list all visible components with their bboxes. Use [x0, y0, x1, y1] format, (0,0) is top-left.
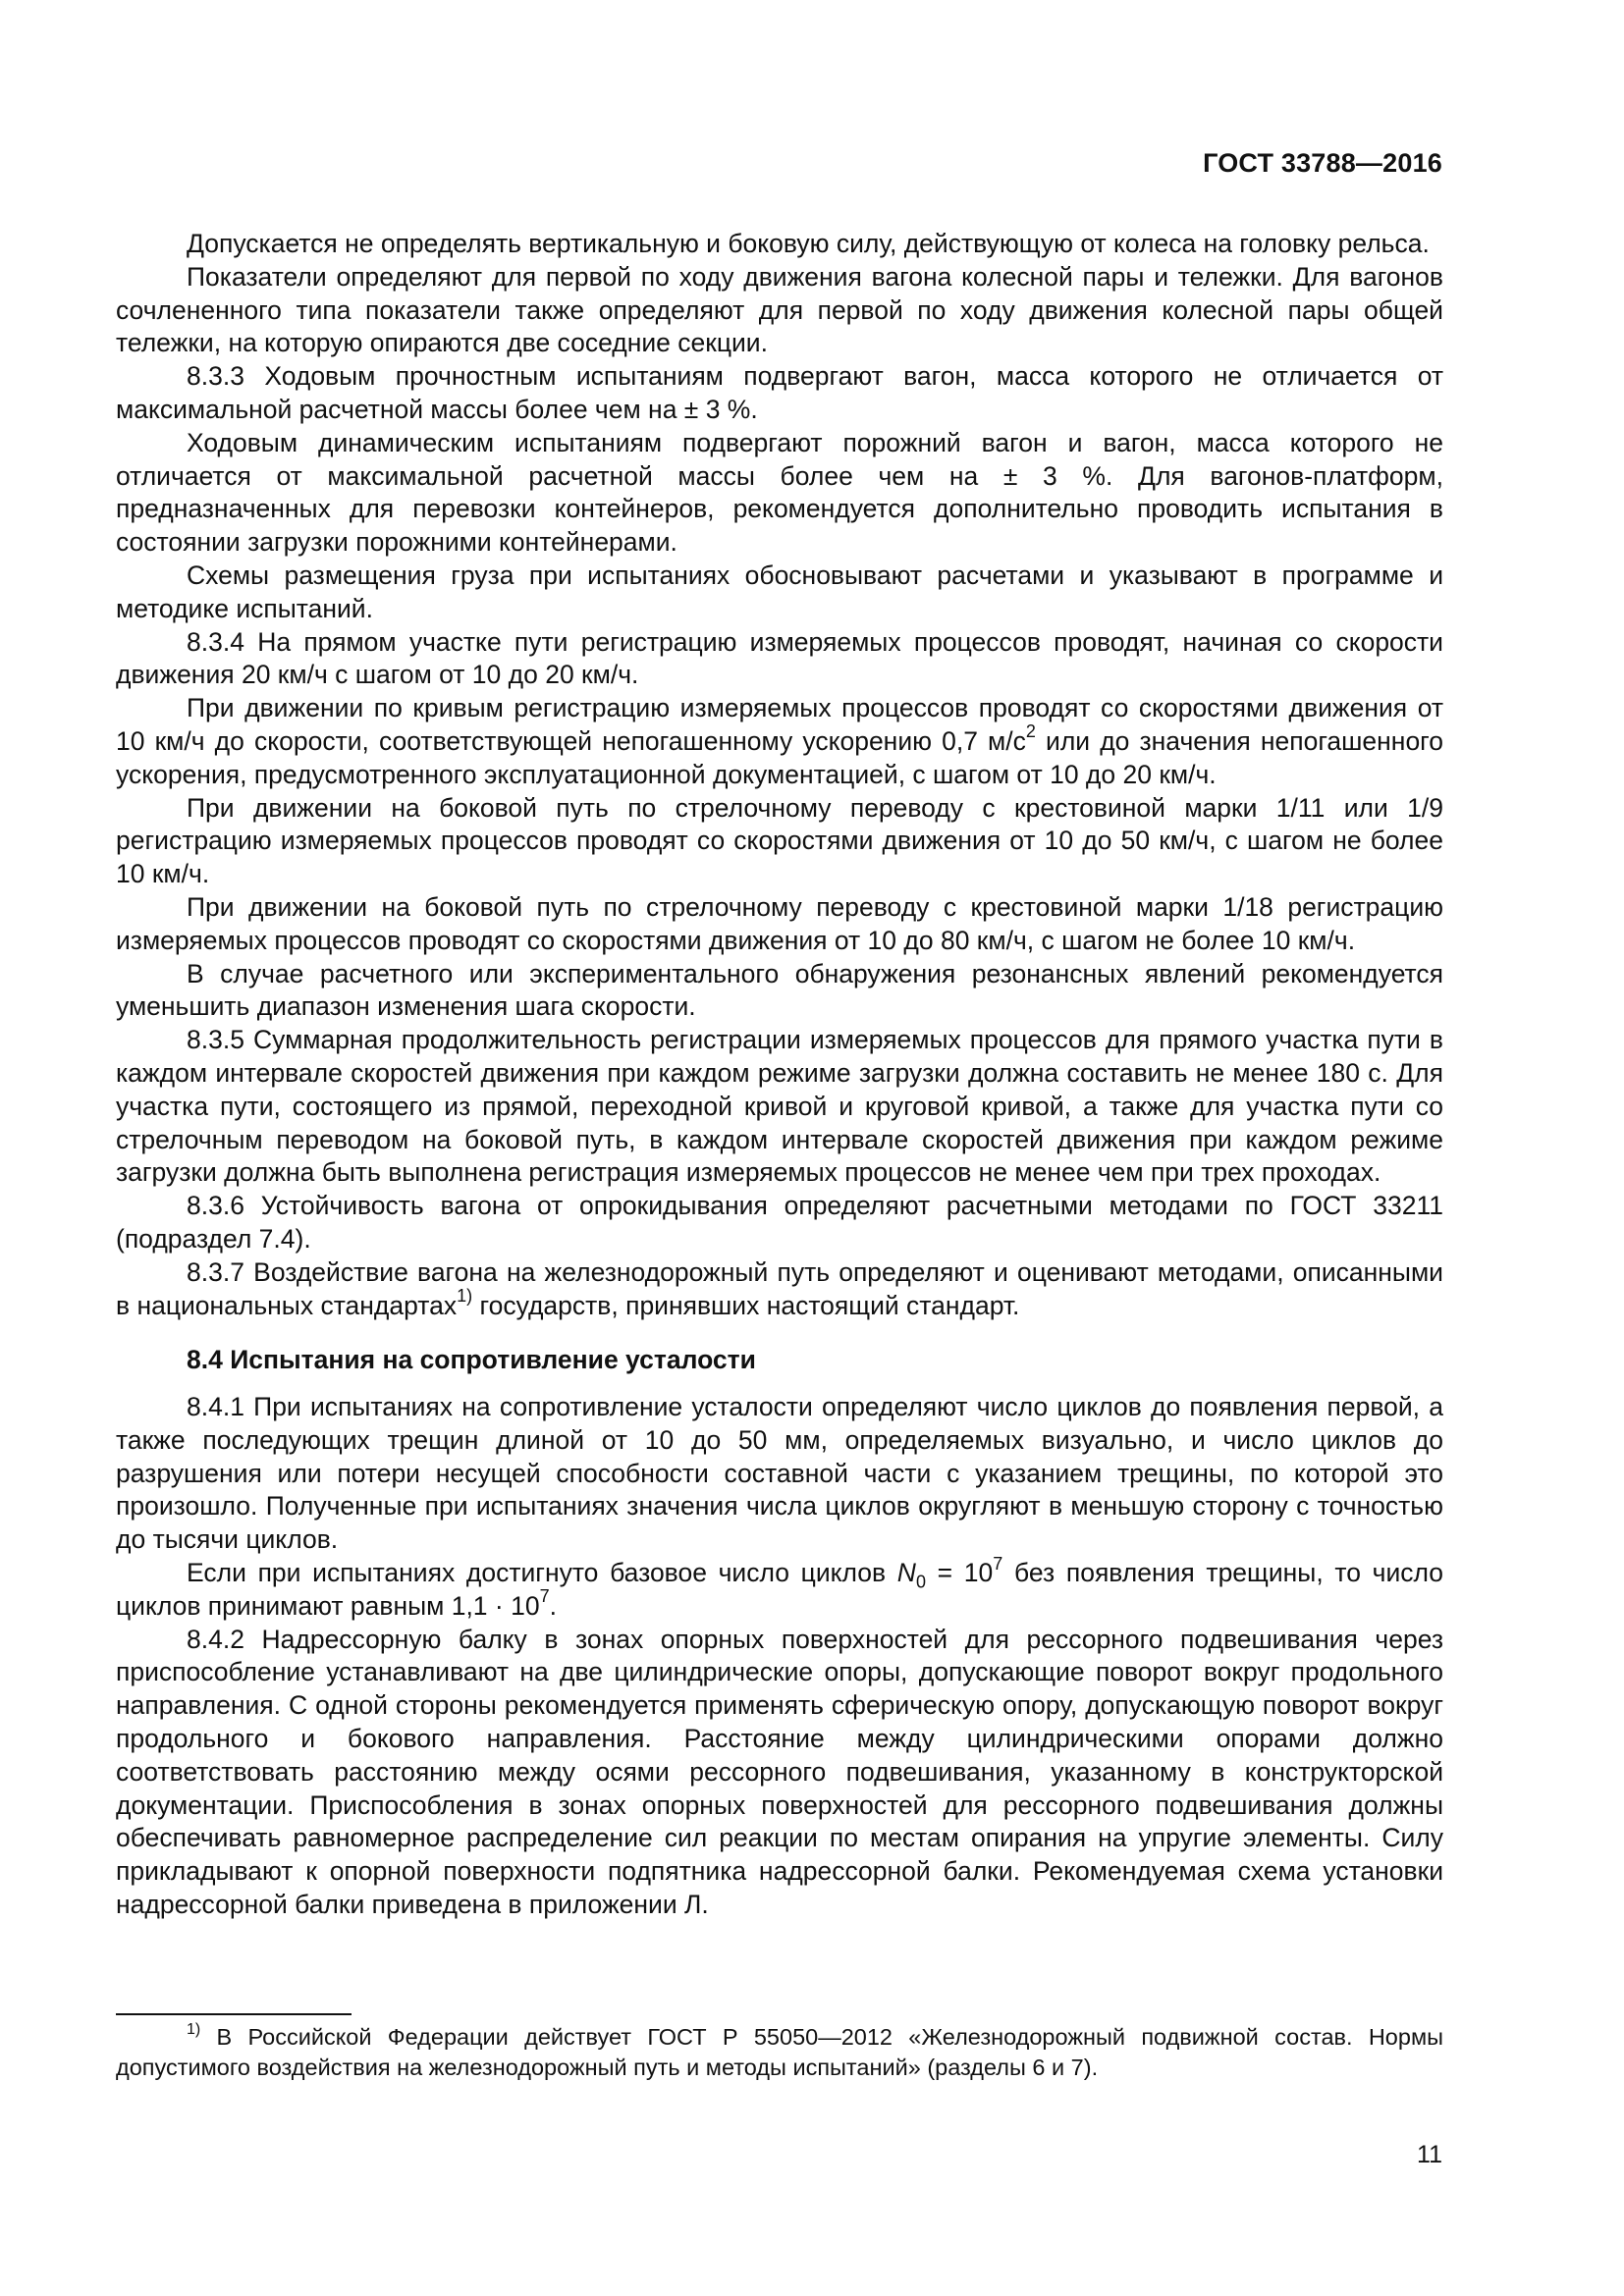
paragraph	[116, 692, 1443, 791]
text-run: .	[549, 1590, 557, 1621]
paragraph: Ходовым динамическим испытаниям подвергают порожний вагон и вагон, масса которого не отличается от максимальной расчетной массы более чем на ± 3 %. Для вагонов-платформ, предназначенных для перевозки контейнеров, рекомендуется дополнительно проводить испытания в состоянии загрузки порожними контейнерами.	[116, 427, 1443, 558]
footnote-reference: 1)	[457, 1285, 473, 1306]
footnote	[116, 2022, 1443, 2083]
paragraph-8-3-3: 8.3.3 Ходовым прочностным испытаниям подвергают вагон, масса которого не отличается от максимальной расчетной массы более чем на ± 3 %.	[116, 361, 1443, 424]
text-run: В Российской Федерации действует ГОСТ Р 55050—2012 «Железнодорожный подвижной состав. Нормы допустимого воздействия на железнодорожный путь и методы испытаний» (разделы 6 и 7).	[116, 2024, 1443, 2080]
text-run: Если при испытаниях достигнуто базовое число циклов	[187, 1558, 897, 1588]
paragraph-8-3-5: 8.3.5 Суммарная продолжительность регистрации измеряемых процессов для прямого участка пути в каждом интервале скоростей движения при каждом режиме загрузки должна составить не менее 180 с. Для участка пути, состоящего из прямой, переходной кривой и круговой кривой, а также для участка пути со стрелочным переводом на боковой путь, в каждом интервале скоростей движения при каждом режиме загрузки должна быть выполнена регистрация измеряемых процессов не менее чем при трех проходах.	[116, 1025, 1443, 1188]
body-text	[116, 228, 1443, 1922]
paragraph: Допускается не определять вертикальную и боковую силу, действующую от колеса на головку рельса.	[187, 229, 1430, 258]
footnote-marker: 1)	[187, 2020, 201, 2038]
text-run: При движении по кривым регистрацию измеряемых процессов проводят со скоростями движения от 10 км/ч до скорости, соответствующей непогашенному ускорению 0,7 м/с	[116, 693, 1443, 756]
text-run: 8.3.7 Воздействие вагона на железнодорожный путь определяют и оценивают методами, описанными в национальных стандартах	[116, 1256, 1443, 1320]
paragraph-8-3-6: 8.3.6 Устойчивость вагона от опрокидывания определяют расчетными методами по ГОСТ 33211 (подраздел 7.4).	[116, 1191, 1443, 1254]
variable-n: N	[896, 1558, 916, 1588]
paragraph: Показатели определяют для первой по ходу движения вагона колесной пары и тележки. Для вагонов сочлененного типа показатели также определяют для первой по ходу движения колесной пары общей тележки, на которую опираются две соседние секции.	[116, 261, 1443, 358]
paragraph: При движении на боковой путь по стрелочному переводу с крестовиной марки 1/18 регистрацию измеряемых процессов проводят со скоростями движения от 10 до 80 км/ч, с шагом не более 10 км/ч.	[116, 891, 1443, 955]
paragraph: В случае расчетного или экспериментального обнаружения резонансных явлений рекомендуется уменьшить диапазон изменения шага скорости.	[116, 958, 1443, 1022]
paragraph	[116, 1553, 1443, 1624]
paragraph: При движении на боковой путь по стрелочному переводу с крестовиной марки 1/11 или 1/9 регистрацию измеряемых процессов проводят со скоростями движения от 10 до 50 км/ч, с шагом не более 10 км/ч.	[116, 792, 1443, 889]
superscript: 2	[1025, 721, 1036, 742]
subscript: 0	[915, 1572, 926, 1592]
paragraph: Схемы размещения груза при испытаниях обосновывают расчетами и указывают в программе и методике испытаний.	[116, 560, 1443, 623]
paragraph-8-4-2: 8.4.2 Надрессорную балку в зонах опорных поверхностей для рессорного подвешивания через приспособление устанавливают на две цилиндрические опоры, допускающие поворот вокруг продольного направления. С одной стороны рекомендуется применять сферическую опору, допускающую поворот вокруг продольного и бокового направления. Расстояние между цилиндрическими опорами должно соответствовать расстоянию между осями рессорного подвешивания, указанному в конструкторской документации. Приспособления в зонах опорных поверхностей для рессорного подвешивания должны обеспечивать равномерное распределение сил реакции по местам опирания на упругие элементы. Силу прикладывают к опорной поверхности подпятника надрессорной балки. Рекомендуемая схема установки надрессорной балки приведена в приложении Л.	[116, 1624, 1443, 1920]
footnote-text	[116, 2022, 1443, 2083]
section-heading-8-4: 8.4 Испытания на сопротивление усталости	[187, 1345, 756, 1375]
text-run: государств, принявших настоящий стандарт.	[472, 1290, 1020, 1320]
paragraph-8-3-7	[116, 1256, 1443, 1323]
paragraph-8-3-4: 8.3.4 На прямом участке пути регистрацию измеряемых процессов проводят, начиная со скорости движения 20 км/ч с шагом от 10 до 20 км/ч.	[116, 626, 1443, 690]
superscript: 7	[539, 1586, 550, 1607]
page-number: 11	[1417, 2141, 1442, 2168]
text-run: = 10	[925, 1558, 994, 1588]
text-run: без появления трещины, то число циклов принимают равным 1,1 · 10	[116, 1558, 1443, 1621]
superscript: 7	[993, 1553, 1003, 1574]
footnote-separator	[116, 2013, 352, 2015]
document-code-header: ГОСТ 33788—2016	[1203, 148, 1442, 178]
paragraph-8-4-1: 8.4.1 При испытаниях на сопротивление усталости определяют число циклов до появления первой, а также последующих трещин длиной от 10 до 50 мм, определяемых визуально, и число циклов до разрушения или потери несущей способности составной части с указанием трещины, по которой это произошло. Полученные при испытаниях значения числа циклов округляют в меньшую сторону с точностью до тысячи циклов.	[116, 1392, 1443, 1555]
text-run: или до значения непогашенного ускорения, предусмотренного эксплуатационной документацией, с шагом от 10 до 20 км/ч.	[116, 725, 1444, 789]
